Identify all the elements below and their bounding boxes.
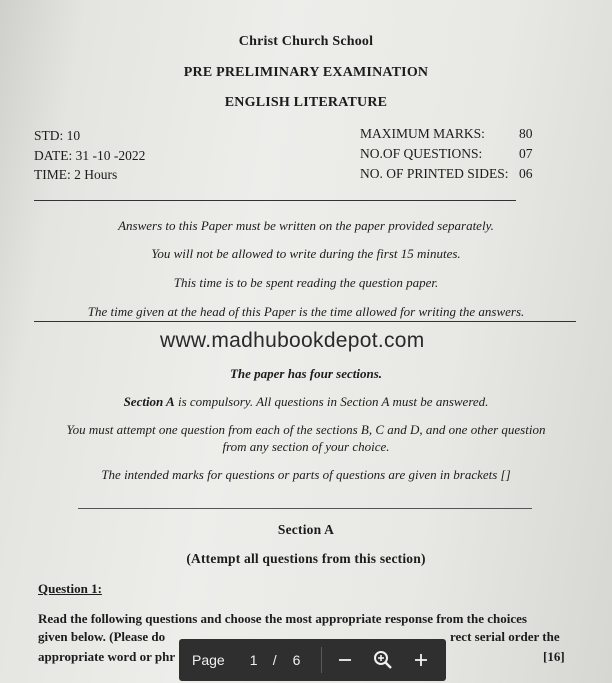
- subject-title: ENGLISH LITERATURE: [224, 95, 388, 110]
- question-marks: [16]: [543, 649, 565, 664]
- attempt-line-1: You must attempt one question from each of the sections B, C and D, and one other question: [66, 422, 546, 437]
- instruction-line-1: Answers to this Paper must be written on the paper provided separately.: [118, 218, 494, 233]
- section-a-rest: is compulsory. All questions in Section A must be answered.: [174, 394, 489, 409]
- section-a-name: Section A: [123, 394, 175, 409]
- max-marks-value: 80: [519, 126, 533, 141]
- question-label: Question 1:: [38, 581, 102, 596]
- header-divider: [34, 200, 516, 201]
- instruction-line-4: The time given at the head of this Paper is the time allowed for writing the answers.: [87, 304, 525, 319]
- question-line-1: Read the following questions and choose the most appropriate response from the choices: [38, 611, 527, 626]
- pdf-viewer-toolbar: [179, 639, 446, 681]
- watermark: www.madhubookdepot.com: [160, 329, 425, 352]
- sections-line: The paper has four sections.: [229, 366, 383, 381]
- question-line-2b: rect serial order the: [450, 629, 560, 644]
- section-divider: [78, 508, 532, 509]
- current-page-input[interactable]: 1: [249, 652, 258, 668]
- instructions-divider: [34, 321, 576, 322]
- page-separator: /: [272, 652, 277, 668]
- question-line-3a: appropriate word or phr: [38, 649, 176, 664]
- page-label: Page: [192, 652, 225, 668]
- school-name: Christ Church School: [238, 34, 374, 49]
- time-info: TIME: 2 Hours: [34, 167, 118, 182]
- attempt-line-2: from any section of your choice.: [222, 439, 390, 454]
- plus-icon: [413, 652, 429, 668]
- printed-sides-value: 06: [519, 166, 533, 181]
- section-subtitle: (Attempt all questions from this section): [186, 551, 426, 566]
- zoom-button[interactable]: [368, 645, 398, 675]
- questions-value: 07: [519, 146, 533, 161]
- max-marks-label: MAXIMUM MARKS:: [360, 126, 485, 141]
- total-pages: 6: [292, 652, 301, 668]
- section-title: Section A: [277, 522, 335, 537]
- instruction-line-3: This time is to be spent reading the question paper.: [173, 275, 439, 290]
- zoom-icon: [373, 650, 393, 670]
- date-info: DATE: 31 -10 -2022: [34, 148, 146, 163]
- zoom-in-button[interactable]: [406, 645, 436, 675]
- marks-line: The intended marks for questions or parts of questions are given in brackets []: [101, 467, 511, 482]
- section-a-note: [0, 394, 612, 410]
- questions-label: NO.OF QUESTIONS:: [360, 146, 483, 161]
- printed-sides-label: NO. OF PRINTED SIDES:: [360, 166, 509, 181]
- exam-title: PRE PRELIMINARY EXAMINATION: [183, 65, 429, 80]
- instruction-line-2: You will not be allowed to write during the first 15 minutes.: [151, 246, 461, 261]
- question-line-2a: given below. (Please do: [38, 629, 166, 644]
- minus-icon: [337, 652, 353, 668]
- toolbar-divider: [321, 647, 322, 673]
- zoom-out-button[interactable]: [330, 645, 360, 675]
- std-info: STD: 10: [34, 128, 81, 143]
